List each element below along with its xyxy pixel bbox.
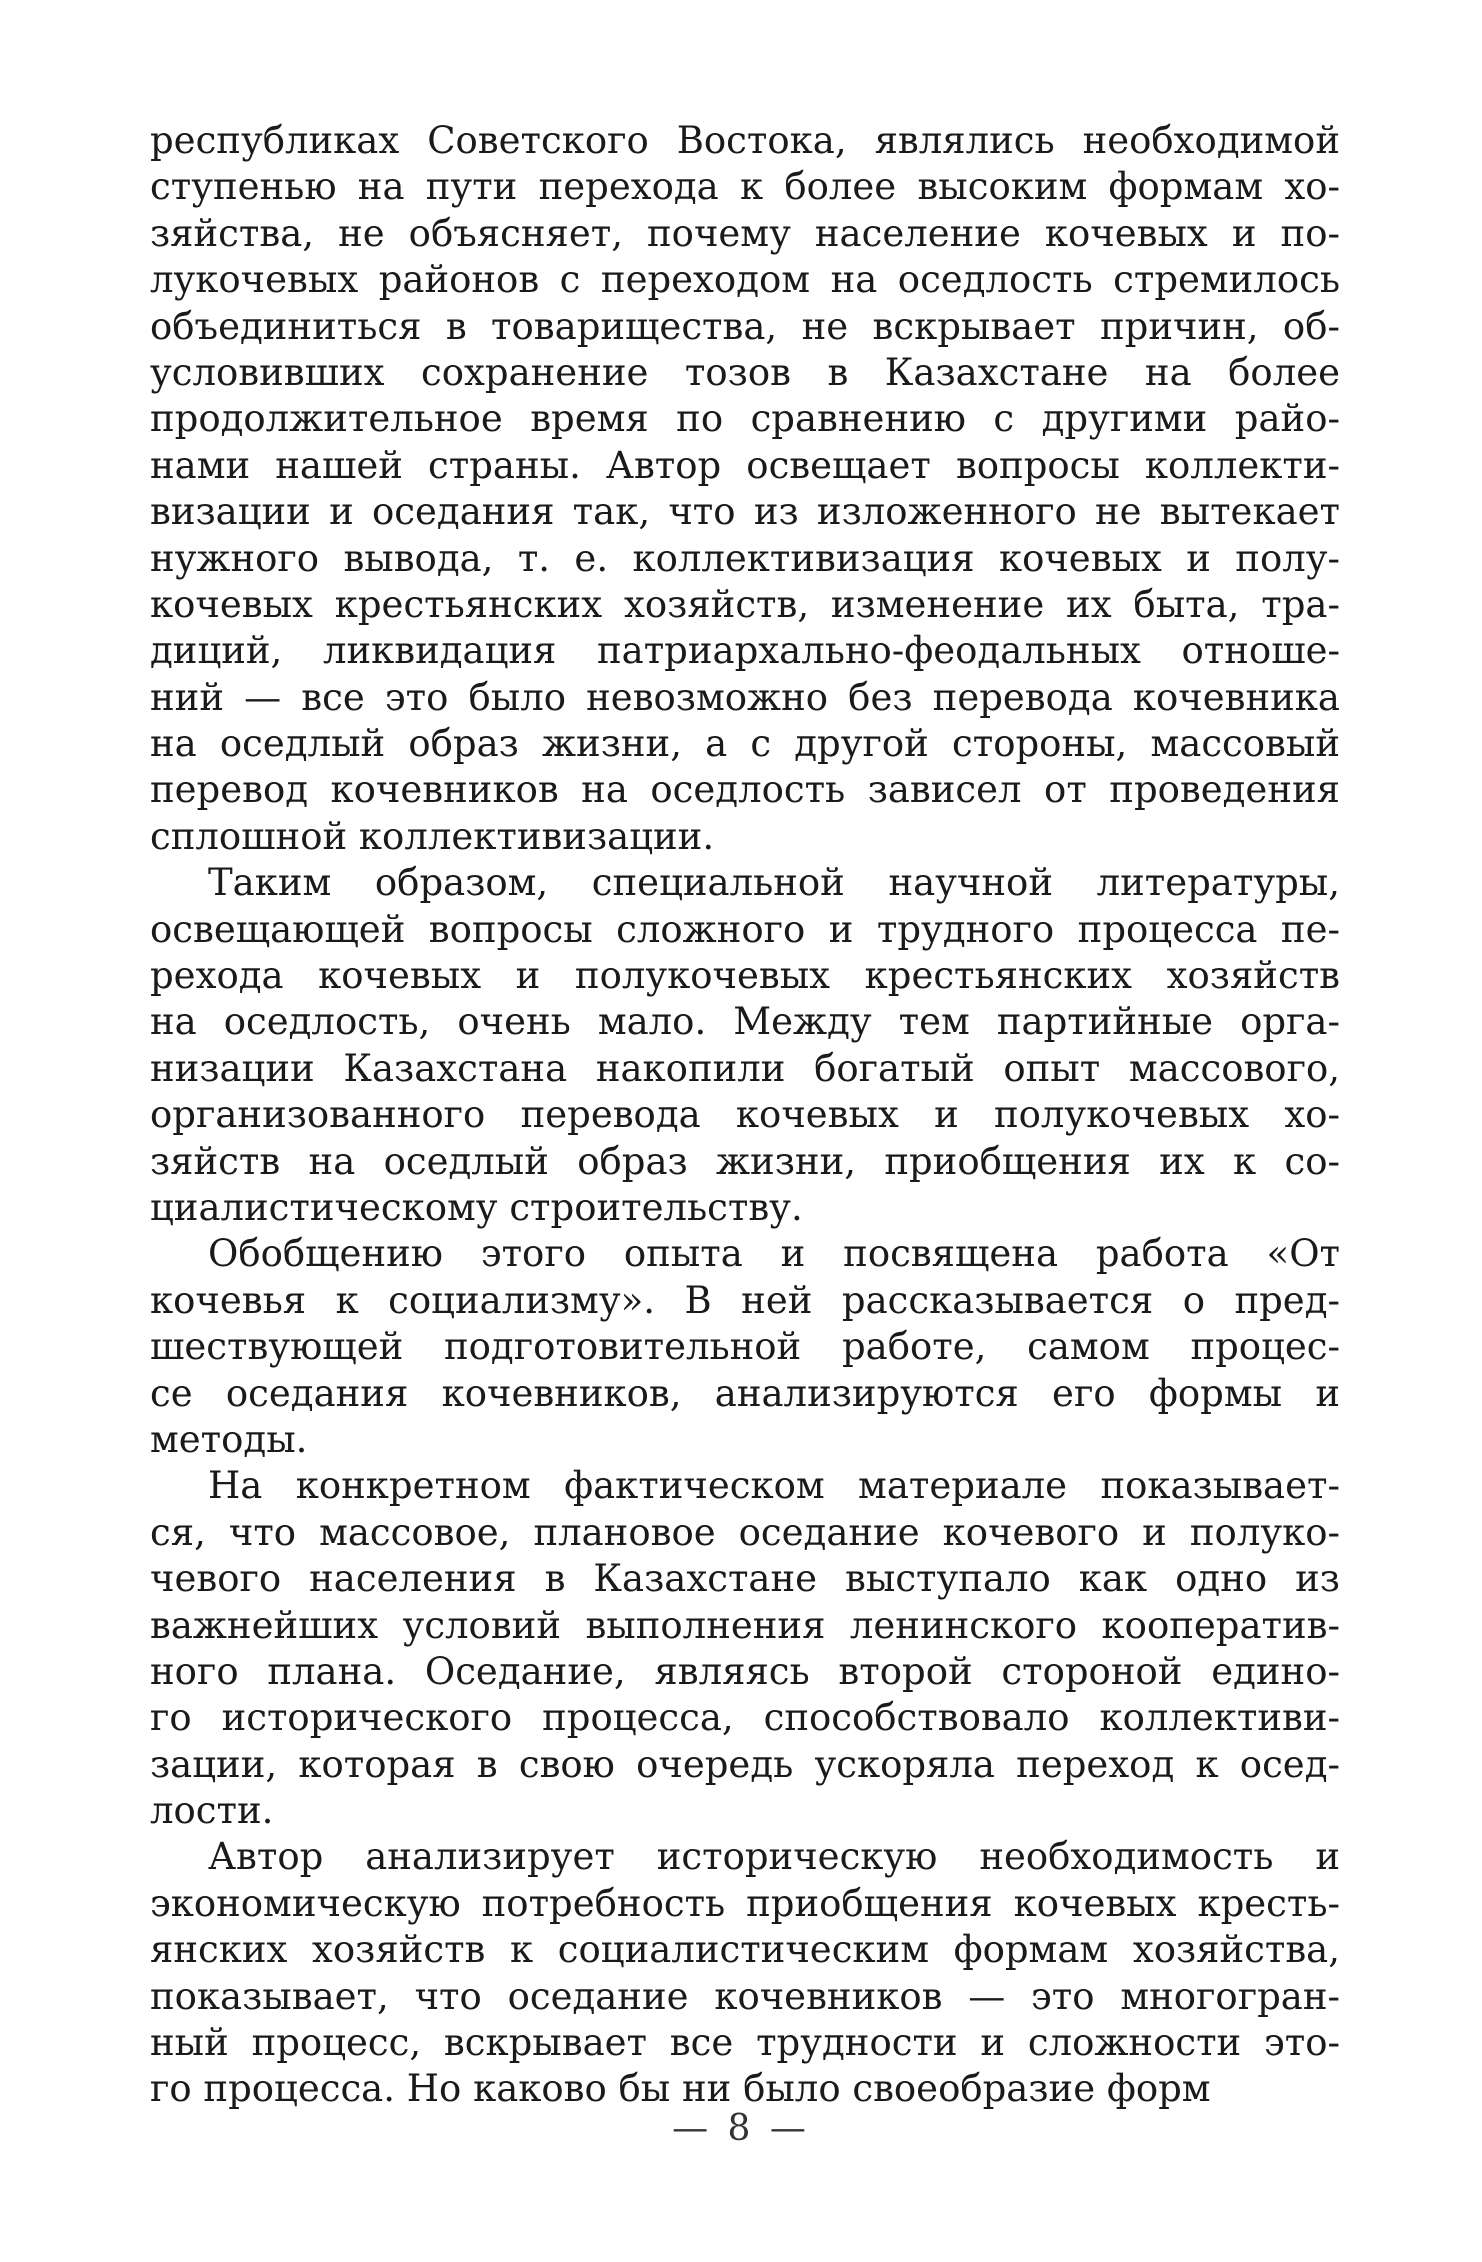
text-line: зяйств на оседлый образ жизни, приобщения их к со- bbox=[150, 1139, 1340, 1183]
text-line: кочевых крестьянских хозяйств, изменение их быта, тра- bbox=[150, 582, 1340, 626]
text-line: ний — все это было невозможно без перевода кочевника bbox=[150, 675, 1340, 719]
text-line: лости. bbox=[150, 1789, 274, 1833]
text-line: янских хозяйств к социалистическим формам хозяйства, bbox=[150, 1928, 1340, 1972]
text-line: продолжительное время по сравнению с другими райо- bbox=[150, 397, 1340, 441]
paragraph bbox=[150, 860, 1340, 1231]
text-line: нами нашей страны. Автор освещает вопросы коллекти- bbox=[150, 443, 1340, 487]
text-line: на оседлый образ жизни, а с другой стороны, массовый bbox=[150, 722, 1340, 766]
text-line: На конкретном фактическом материале показывает- bbox=[208, 1464, 1340, 1508]
text-line: кочевья к социализму». В ней рассказывается о пред- bbox=[150, 1278, 1340, 1322]
text-line: го исторического процесса, способствовало коллективи- bbox=[150, 1696, 1340, 1740]
text-line: лукочевых районов с переходом на оседлость стремилось bbox=[150, 258, 1340, 302]
text-line: чевого населения в Казахстане выступало как одно из bbox=[150, 1557, 1340, 1601]
text-line: се оседания кочевников, анализируются его формы и bbox=[150, 1371, 1340, 1415]
text-line: условивших сохранение тозов в Казахстане на более bbox=[150, 350, 1340, 394]
text-line: ся, что массовое, плановое оседание кочевого и полуко- bbox=[150, 1510, 1340, 1554]
text-line: экономическую потребность приобщения кочевых кресть- bbox=[150, 1881, 1340, 1925]
body-text bbox=[150, 118, 1340, 2113]
text-line: перевод кочевников на оседлость зависел от проведения bbox=[150, 768, 1340, 812]
text-line: организованного перевода кочевых и полукочевых хо- bbox=[150, 1093, 1340, 1137]
text-line: ступенью на пути перехода к более высоким формам хо- bbox=[150, 165, 1340, 209]
text-line: на оседлость, очень мало. Между тем партийные орга- bbox=[150, 1000, 1340, 1044]
text-line: нужного вывода, т. е. коллективизация кочевых и полу- bbox=[150, 536, 1340, 580]
paragraph bbox=[150, 1834, 1340, 2112]
text-line: ный процесс, вскрывает все трудности и сложности это- bbox=[150, 2021, 1340, 2065]
text-line: рехода кочевых и полукочевых крестьянских хозяйств bbox=[150, 954, 1340, 998]
text-line: республиках Советского Востока, являлись необходимой bbox=[150, 119, 1340, 162]
text-line: циалистическому строительству. bbox=[150, 1185, 803, 1229]
text-line: ного плана. Оседание, являясь второй стороной едино- bbox=[150, 1649, 1340, 1693]
text-line: Таким образом, специальной научной литературы, bbox=[208, 861, 1340, 905]
text-line: Автор анализирует историческую необходимость и bbox=[208, 1835, 1340, 1879]
text-line: объединиться в товарищества, не вскрывает причин, об- bbox=[150, 304, 1340, 348]
text-line: методы. bbox=[150, 1417, 308, 1461]
paragraph bbox=[150, 118, 1340, 860]
text-line: освещающей вопросы сложного и трудного процесса пе- bbox=[150, 907, 1340, 951]
text-line: сплошной коллективизации. bbox=[150, 814, 715, 858]
text-line: зации, которая в свою очередь ускоряла переход к осед- bbox=[150, 1742, 1340, 1786]
text-line: важнейших условий выполнения ленинского кооператив- bbox=[150, 1603, 1340, 1647]
text-line: шествующей подготовительной работе, самом процес- bbox=[150, 1325, 1340, 1369]
text-line: диций, ликвидация патриархально-феодальных отноше- bbox=[150, 629, 1340, 673]
text-line: визации и оседания так, что из изложенного не вытекает bbox=[150, 490, 1340, 534]
paragraph bbox=[150, 1231, 1340, 1463]
text-line: го процесса. Но каково бы ни было своеобразие форм bbox=[150, 2067, 1211, 2111]
text-line: показывает, что оседание кочевников — это многогран- bbox=[150, 1974, 1340, 2018]
text-line: низации Казахстана накопили богатый опыт массового, bbox=[150, 1046, 1340, 1090]
text-line: Обобщению этого опыта и посвящена работа «От bbox=[208, 1232, 1340, 1276]
paragraph bbox=[150, 1463, 1340, 1834]
page-number: — 8 — bbox=[672, 2108, 810, 2149]
text-line: зяйства, не объясняет, почему население кочевых и по- bbox=[150, 211, 1340, 255]
